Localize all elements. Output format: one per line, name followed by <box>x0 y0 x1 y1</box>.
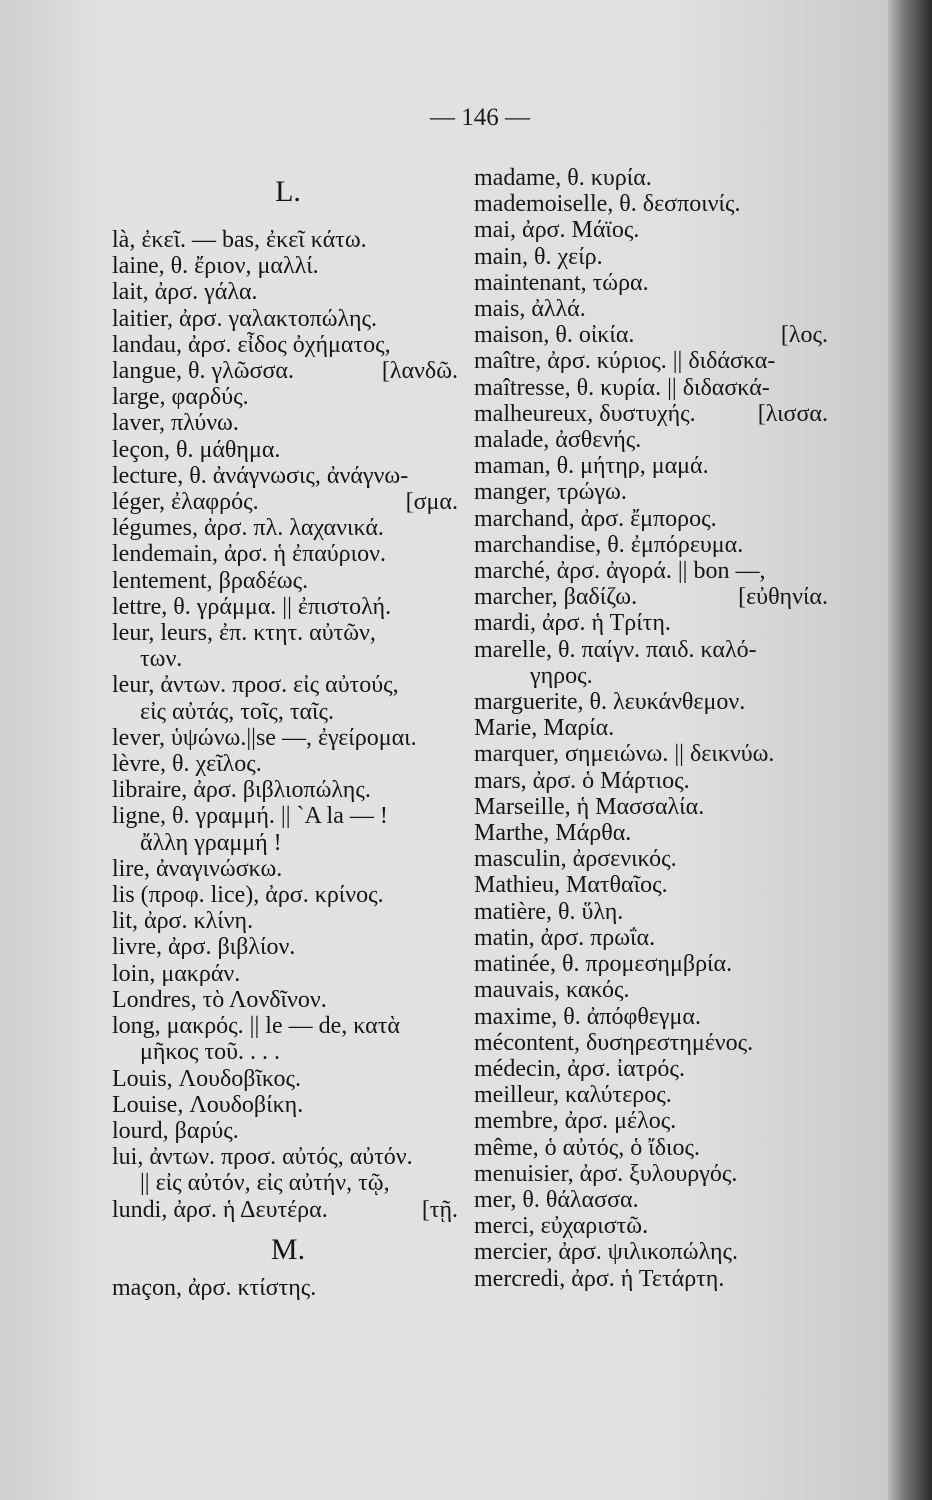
entry-leger-text: léger, ἐλαφρός. <box>112 489 259 516</box>
entry-lendemain: lendemain, ἀρσ. ἡ ἐπαύριον. <box>112 541 386 568</box>
entry-leur-2-cont: εἰς αὐτάς, τοῖς, ταῖς. <box>140 698 335 725</box>
entry-londres: Londres, τὸ Λονδῖνον. <box>112 986 327 1013</box>
entry-matiere: matière, θ. ὕλη. <box>474 898 624 925</box>
entry-madame: madame, θ. κυρία. <box>474 165 652 191</box>
continuation-maitresse: [λισσα. <box>757 400 828 427</box>
entry-leur-1-cont: των. <box>140 646 183 673</box>
entry-mercredi: mercredi, ἀρσ. ἡ Τετάρτη. <box>474 1265 725 1292</box>
continuation-maitre: [λος. <box>780 322 828 349</box>
entry-meilleur: meilleur, καλύτερος. <box>474 1082 672 1109</box>
entry-landau: landau, ἀρσ. εἶδος ὀχήματος, <box>112 331 391 358</box>
entry-malheureux <box>474 401 834 427</box>
entry-long: long, μακρός. || le — de, κατὰ <box>112 1013 400 1040</box>
entry-large: large, φαρδύς. <box>112 384 249 411</box>
entry-lui: lui, ἀντων. προσ. αὐτός, αὐτόν. <box>112 1144 413 1171</box>
entry-loin: loin, μακράν. <box>112 960 241 987</box>
entry-louis: Louis, Λουδοβῖκος. <box>112 1065 301 1092</box>
entry-marquer: marquer, σημειώνω. || δεικνύω. <box>474 741 775 768</box>
entry-leger <box>112 489 464 515</box>
entry-lourd: lourd, βαρύς. <box>112 1117 239 1144</box>
entry-lever: lever, ὑψώνω.||se —, ἐγείρομαι. <box>112 724 417 751</box>
entry-marelle-cont: γηρος. <box>530 662 593 689</box>
entry-langue <box>112 358 464 384</box>
entry-manger: manger, τρώγω. <box>474 479 627 506</box>
entry-louise: Louise, Λουδοβίκη. <box>112 1091 304 1118</box>
left-column <box>112 165 464 1301</box>
entry-mathieu: Mathieu, Ματθαῖος. <box>474 872 668 899</box>
entry-laver: laver, πλύνω. <box>112 410 239 437</box>
entry-mai: mai, ἀρσ. Μάϊος. <box>474 217 640 244</box>
entry-laine: laine, θ. ἔριον, μαλλί. <box>112 253 319 280</box>
entry-maintenant: maintenant, τώρα. <box>474 269 649 296</box>
entry-ligne: ligne, θ. γραμμή. || `A la — ! <box>112 803 388 830</box>
entry-mer: mer, θ. θάλασσα. <box>474 1186 639 1213</box>
section-heading-m: M. <box>270 1232 306 1266</box>
entry-matinee: matinée, θ. προμεσημβρία. <box>474 951 733 978</box>
entry-lundi <box>112 1197 464 1223</box>
entry-marcher <box>474 584 834 610</box>
page-number: — 146 — <box>430 104 530 131</box>
entry-leur-1: leur, leurs, ἐπ. κτητ. αὐτῶν, <box>112 620 376 647</box>
entry-mardi: mardi, ἀρσ. ἡ Τρίτη. <box>474 610 671 637</box>
section-heading-l: L. <box>275 175 301 208</box>
entry-marchandise: marchandise, θ. ἐμπόρευμα. <box>474 531 744 558</box>
entry-mercier: mercier, ἀρσ. ψιλικοπώλης. <box>474 1239 739 1266</box>
entry-long-cont: μῆκος τοῦ. . . . <box>140 1039 281 1066</box>
entry-lecon: leçon, θ. μάθημα. <box>112 436 281 463</box>
entry-marie: Marie, Μαρία. <box>474 715 615 742</box>
entry-la: là, ἐκεῖ. — bas, ἐκεῖ κάτω. <box>112 227 367 253</box>
entry-maxime: maxime, θ. ἀπόφθεγμα. <box>474 1003 701 1030</box>
entry-maitre: maître, ἀρσ. κύριος. || διδάσκα- <box>474 348 776 375</box>
entry-marcher-text: marcher, βαδίζω. <box>474 584 638 611</box>
entry-lui-cont: || εἰς αὐτόν, εἰς αὐτήν, τῷ, <box>140 1170 390 1197</box>
entry-marthe: Marthe, Μάρθα. <box>474 820 632 847</box>
entry-laitier: laitier, ἀρσ. γαλακτοπώλης. <box>112 305 378 332</box>
entry-merci: merci, εὐχαριστῶ. <box>474 1213 649 1240</box>
entry-mademoiselle: mademoiselle, θ. δεσποινίς. <box>474 191 741 218</box>
entry-ligne-cont: ἄλλη γραμμή ! <box>140 829 282 856</box>
entry-meme: même, ὁ αὐτός, ὁ ἴδιος. <box>474 1134 700 1161</box>
entry-levre: lèvre, θ. χεῖλος. <box>112 751 262 778</box>
continuation-landau: [λανδῶ. <box>381 358 458 385</box>
entry-marche: marché, ἀρσ. ἀγορά. || bon —, <box>474 558 766 585</box>
entry-maman: maman, θ. μήτηρ, μαμά. <box>474 453 709 480</box>
entry-malade: malade, ἀσθενής. <box>474 427 642 454</box>
continuation-lui: [τῇ. <box>421 1196 458 1223</box>
entry-legumes: légumes, ἀρσ. πλ. λαχανικά. <box>112 515 384 542</box>
entry-main: main, θ. χείρ. <box>474 243 603 270</box>
entry-libraire: libraire, ἀρσ. βιβλιοπώλης. <box>112 777 371 804</box>
entry-matin: matin, ἀρσ. πρωΐα. <box>474 924 656 951</box>
entry-maison <box>474 322 834 348</box>
entry-masculin: masculin, ἀρσενικός. <box>474 846 677 873</box>
right-column <box>474 165 834 1292</box>
entry-lire: lire, ἀναγινώσκω. <box>112 855 283 882</box>
continuation-lecture: [σμα. <box>405 489 458 516</box>
entry-malheureux-text: malheureux, δυστυχής. <box>474 400 696 427</box>
entry-marchand: marchand, ἀρσ. ἔμπορος. <box>474 505 717 532</box>
entry-mars: mars, ἀρσ. ὁ Μάρτιος. <box>474 767 690 794</box>
entry-lentement: lentement, βραδέως. <box>112 567 309 594</box>
entry-langue-text: langue, θ. γλῶσσα. <box>112 358 294 385</box>
entry-marseille: Marseille, ἡ Μασσαλία. <box>474 793 705 820</box>
entry-marelle: marelle, θ. παίγν. παιδ. καλό- <box>474 636 757 663</box>
continuation-marche: [εὐθηνία. <box>738 584 828 611</box>
entry-macon: maçon, ἀρσ. κτίστης. <box>112 1274 317 1301</box>
entry-mais: mais, ἀλλά. <box>474 296 586 323</box>
entry-lundi-text: lundi, ἀρσ. ἡ Δευτέρα. <box>112 1196 328 1223</box>
entry-maison-text: maison, θ. οἰκία. <box>474 322 635 349</box>
entry-lis: lis (προφ. lice), ἀρσ. κρίνος. <box>112 882 384 909</box>
entry-lit: lit, ἀρσ. κλίνη. <box>112 908 254 935</box>
entry-lait: lait, ἀρσ. γάλα. <box>112 279 258 306</box>
entry-leur-2: leur, ἀντων. προσ. εἰς αὐτούς, <box>112 672 399 699</box>
entry-livre: livre, ἀρσ. βιβλίον. <box>112 934 296 961</box>
entry-mauvais: mauvais, κακός. <box>474 977 630 1004</box>
entry-menuisier: menuisier, ἀρσ. ξυλουργός. <box>474 1160 738 1187</box>
entry-maitresse: maîtresse, θ. κυρία. || διδασκά- <box>474 374 770 401</box>
binding-shadow <box>888 0 932 1500</box>
entry-membre: membre, ἀρσ. μέλος. <box>474 1108 677 1135</box>
entry-marguerite: marguerite, θ. λευκάνθεμον. <box>474 689 746 716</box>
entry-lecture: lecture, θ. ἀνάγνωσις, ἀνάγνω- <box>112 462 409 489</box>
entry-mecontent: mécontent, δυσηρεστημένος. <box>474 1029 754 1056</box>
entry-medecin: médecin, ἀρσ. ἰατρός. <box>474 1055 685 1082</box>
entry-lettre: lettre, θ. γράμμα. || ἐπιστολή. <box>112 593 392 620</box>
